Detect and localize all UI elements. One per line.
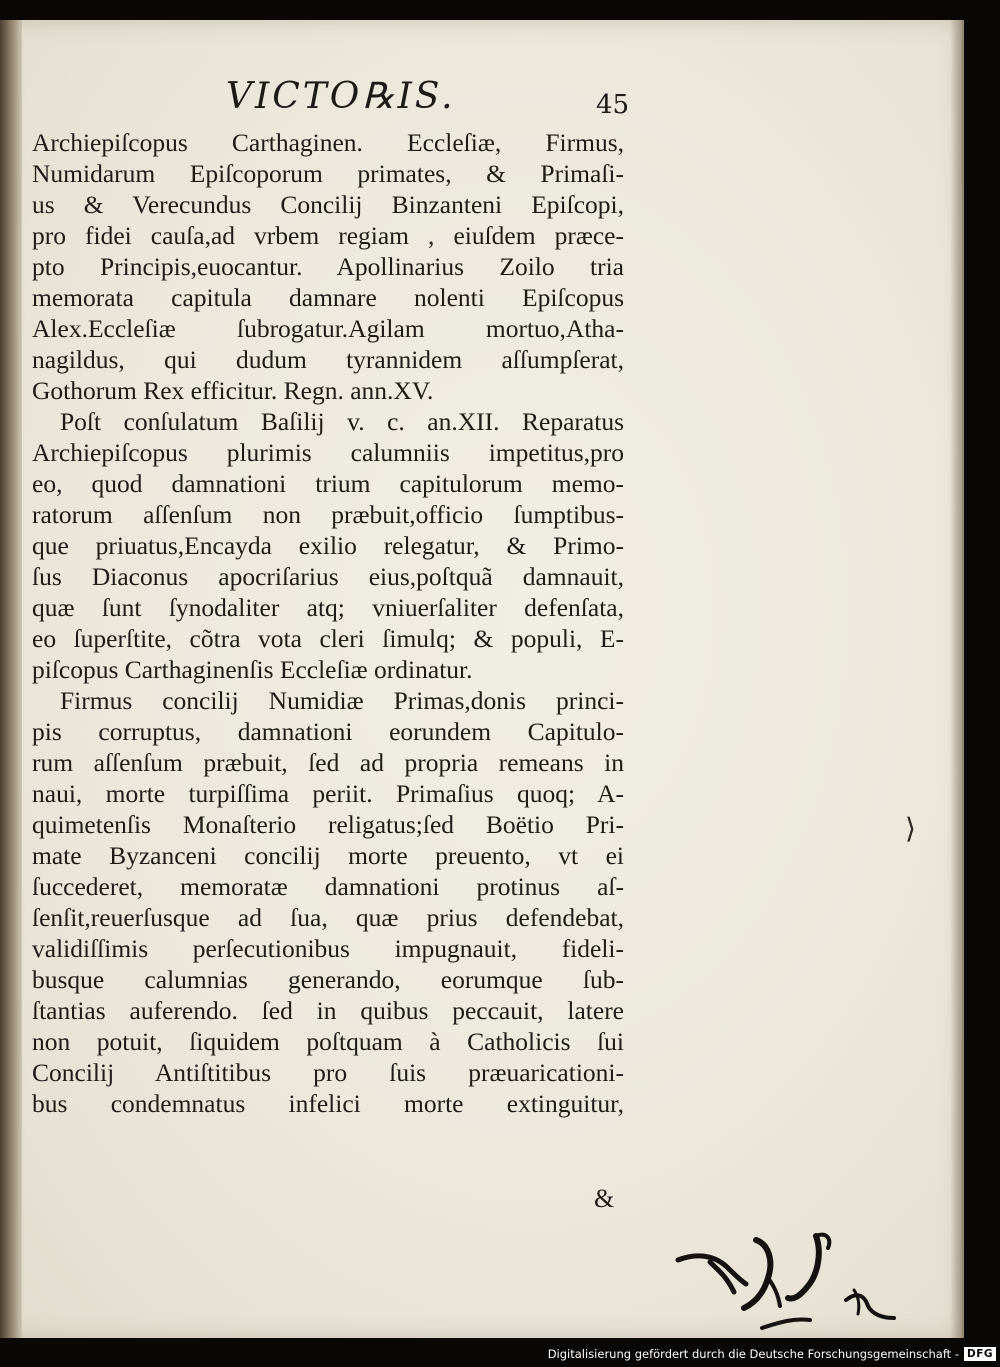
text-line: pis corruptus, damnationi eorundem Capitulo- — [32, 717, 624, 746]
text-line: mate Byzanceni concilij morte preuento, vt ei — [32, 841, 624, 870]
text-line: que priuatus,Encayda exilio relegatur, & Primo- — [32, 531, 624, 560]
text-line: Numidarum Epiſcoporum primates, & Primaſi- — [32, 159, 624, 188]
footer-banner — [538, 1341, 1000, 1367]
text-line: Gothorum Rex efficitur. Regn. ann.XV. — [32, 376, 434, 405]
text-line: ſtantias auferendo. ſed in quibus peccauit, latere — [32, 996, 624, 1025]
text-line: Alex.Eccleſiæ ſubrogatur.Agilam mortuo,Atha- — [32, 314, 624, 343]
text-line: Poſt conſulatum Baſilij v. c. an.XII. Reparatus — [60, 407, 624, 436]
text-line: quimetenſis Monaſterio religatus;ſed Boëtio Pri- — [32, 810, 624, 839]
text-line: naui, morte turpiſſima periit. Primaſius quoq; A- — [32, 779, 624, 808]
text-line: ſenſit,reuerſusque ad ſua, quæ prius defendebat, — [32, 903, 624, 932]
text-line: validiſſimis perſecutionibus impugnauit, fideli- — [32, 934, 624, 963]
handwritten-annotation — [670, 1222, 910, 1342]
page-number: 45 — [596, 90, 630, 120]
text-line: bus condemnatus infelici morte extinguitur, — [32, 1089, 624, 1118]
text-line: ratorum aſſenſum non præbuit,officio ſumptibus- — [32, 500, 624, 529]
running-head: VICTO℞IS. — [226, 76, 456, 117]
text-line: eo ſuperſtite, cõtra vota cleri ſimulq; & populi, E- — [32, 624, 624, 653]
page-edge-shadow — [950, 20, 964, 1338]
catchword: & — [594, 1184, 615, 1213]
text-line: ſus Diaconus apocriſarius eius,poſtquã damnauit, — [32, 562, 624, 591]
text-line: Archiepiſcopus plurimis calumniis impetitus,pro — [32, 438, 624, 467]
text-line: eo, quod damnationi trium capitulorum memo- — [32, 469, 624, 498]
text-line: nagildus, qui dudum tyrannidem aſſumpſerat, — [32, 345, 624, 374]
binding-gutter — [0, 20, 22, 1338]
text-line: pto Principis,euocantur. Apollinarius Zoilo tria — [32, 252, 624, 281]
text-line: Archiepiſcopus Carthaginen. Eccleſiæ, Firmus, — [32, 128, 624, 157]
text-line: quæ ſunt ſynodaliter atq; vniuerſaliter defenſata, — [32, 593, 624, 622]
body-text — [32, 127, 624, 1119]
text-line: memorata capitula damnare nolenti Epiſcopus — [32, 283, 624, 312]
dfg-logo: DFG — [964, 1347, 996, 1361]
footer-credit: Digitalisierung gefördert durch die Deutsche Forschungsgemeinschaft - — [547, 1347, 959, 1361]
text-line: busque calumnias generando, eorumque ſub- — [32, 965, 624, 994]
text-line: rum aſſenſum præbuit, ſed ad propria remeans in — [32, 748, 624, 777]
text-line: Firmus concilij Numidiæ Primas,donis princi- — [60, 686, 624, 715]
text-line: Concilij Antiſtitibus pro ſuis præuaricationi- — [32, 1058, 624, 1087]
text-line: us & Verecundus Concilij Binzanteni Epiſcopi, — [32, 190, 624, 219]
text-line: ſuccederet, memoratæ damnationi protinus aſ- — [32, 872, 624, 901]
text-line: pro fidei cauſa,ad vrbem regiam , eiuſdem præce- — [32, 221, 624, 250]
text-line: piſcopus Carthaginenſis Eccleſiæ ordinatur. — [32, 655, 473, 684]
marginal-mark: ⟩ — [905, 812, 916, 845]
text-line: non potuit, ſiquidem poſtquam à Catholicis ſui — [32, 1027, 624, 1056]
